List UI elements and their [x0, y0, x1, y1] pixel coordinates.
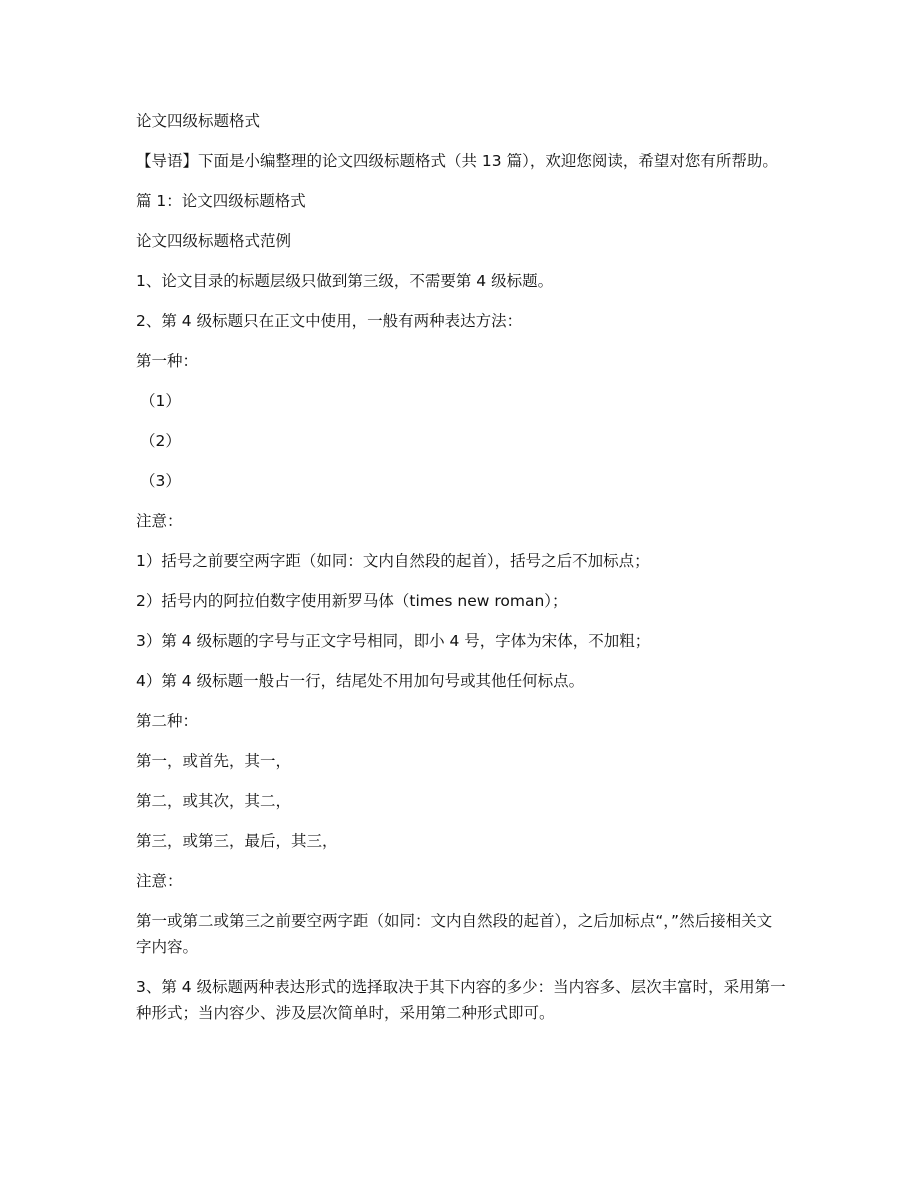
subsection-heading: 论文四级标题格式范例 [136, 232, 292, 250]
note-item: 2）括号内的阿拉伯数字使用新罗马体（times new roman）； [136, 592, 568, 610]
list-marker: （1） [140, 392, 181, 410]
method-label: 第一种： [136, 352, 199, 370]
note-item: 3）第 4 级标题的字号与正文字号相同，即小 4 号，字体为宋体，不加粗； [136, 632, 651, 650]
note-paragraph: 第一或第二或第三之前要空两字距（如同：文内自然段的起首），之后加标点“，”然后接相关文字内容。 [136, 912, 773, 956]
note-item: 4）第 4 级标题一般占一行，结尾处不用加句号或其他任何标点。 [136, 672, 585, 690]
section-heading: 篇 1：论文四级标题格式 [136, 192, 306, 210]
list-item: 第二，或其次，其二， [136, 792, 292, 810]
body-paragraph: 3、第 4 级标题两种表达形式的选择取决于其下内容的多少：当内容多、层次丰富时，采用第一种形式；当内容少、涉及层次简单时，采用第二种形式即可。 [136, 978, 786, 1022]
note-label: 注意： [136, 872, 183, 890]
note-label: 注意： [136, 512, 183, 530]
list-marker: （2） [140, 432, 181, 450]
body-paragraph: 2、第 4 级标题只在正文中使用，一般有两种表达方法： [136, 312, 523, 330]
body-paragraph: 1、论文目录的标题层级只做到第三级，不需要第 4 级标题。 [136, 272, 554, 290]
list-item: 第一，或首先，其一， [136, 752, 292, 770]
list-marker: （3） [140, 472, 181, 490]
list-item: 第三，或第三，最后，其三， [136, 832, 338, 850]
method-label: 第二种： [136, 712, 199, 730]
document-body [136, 108, 786, 1040]
intro-paragraph: 【导语】下面是小编整理的论文四级标题格式（共 13 篇），欢迎您阅读，希望对您有所帮助。 [136, 152, 778, 170]
note-item: 1）括号之前要空两字距（如同：文内自然段的起首），括号之后不加标点； [136, 552, 650, 570]
document-title: 论文四级标题格式 [136, 112, 261, 130]
